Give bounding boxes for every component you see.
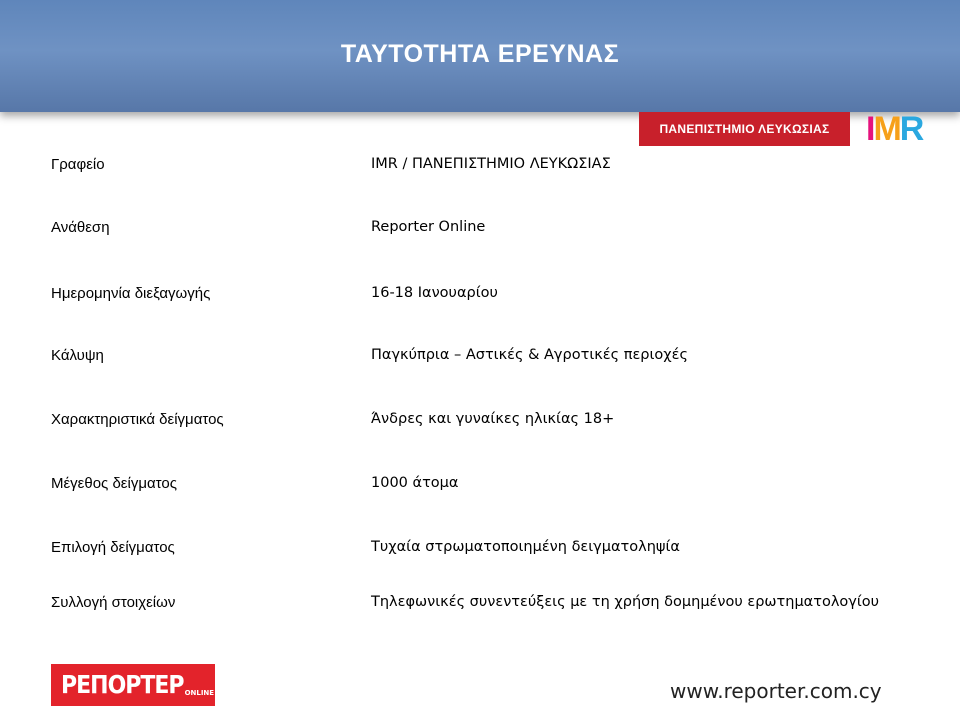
row-label-coverage: Κάλυψη: [51, 347, 104, 364]
row-value-date: 16-18 Ιανουαρίου: [371, 285, 498, 301]
row-value-sample-characteristics: Άνδρες και γυναίκες ηλικίας 18+: [371, 411, 615, 427]
page-title: ΤΑΥΤΟΤΗΤΑ ΕΡΕΥΝΑΣ: [340, 40, 620, 68]
row-value-office: IMR / ΠΑΝΕΠΙΣΤΗΜΙΟ ΛΕΥΚΩΣΙΑΣ: [371, 156, 611, 172]
row-value-assignment: Reporter Online: [371, 219, 486, 235]
row-label-date: Ημερομηνία διεξαγωγής: [51, 285, 211, 302]
university-logo: [639, 112, 850, 146]
row-label-sample-size: Μέγεθος δείγματος: [51, 475, 177, 492]
row-label-sample-characteristics: Χαρακτηριστικά δείγματος: [51, 411, 224, 428]
title-banner: [0, 0, 960, 112]
imr-logo-m: M: [873, 110, 900, 148]
row-label-assignment: Ανάθεση: [51, 219, 110, 236]
university-logo-text: ΠΑΝΕΠΙΣΤΗΜΙΟ ΛΕΥΚΩΣΙΑΣ: [659, 122, 830, 136]
row-value-coverage: Παγκύπρια – Αστικές & Αγροτικές περιοχές: [371, 347, 688, 363]
row-label-sample-selection: Επιλογή δείγματος: [51, 539, 175, 556]
imr-logo-r: R: [899, 110, 923, 148]
row-value-sample-selection: Τυχαία στρωματοποιημένη δειγματοληψία: [371, 539, 680, 555]
row-label-data-collection: Συλλογή στοιχείων: [51, 594, 176, 611]
reporter-logo-main: ΡΕΠΟΡΤΕΡ: [61, 670, 184, 700]
reporter-logo: [51, 664, 215, 706]
website-url: www.reporter.com.cy: [670, 679, 882, 703]
row-value-sample-size: 1000 άτομα: [371, 475, 459, 491]
imr-logo: [866, 110, 942, 148]
row-label-office: Γραφείο: [51, 156, 105, 173]
row-value-data-collection: Τηλεφωνικές συνεντεύξεις με τη χρήση δομημένου ερωτηματολογίου: [371, 594, 880, 610]
imr-logo-i: I: [866, 110, 874, 148]
reporter-logo-sub: ONLINE: [184, 689, 215, 697]
